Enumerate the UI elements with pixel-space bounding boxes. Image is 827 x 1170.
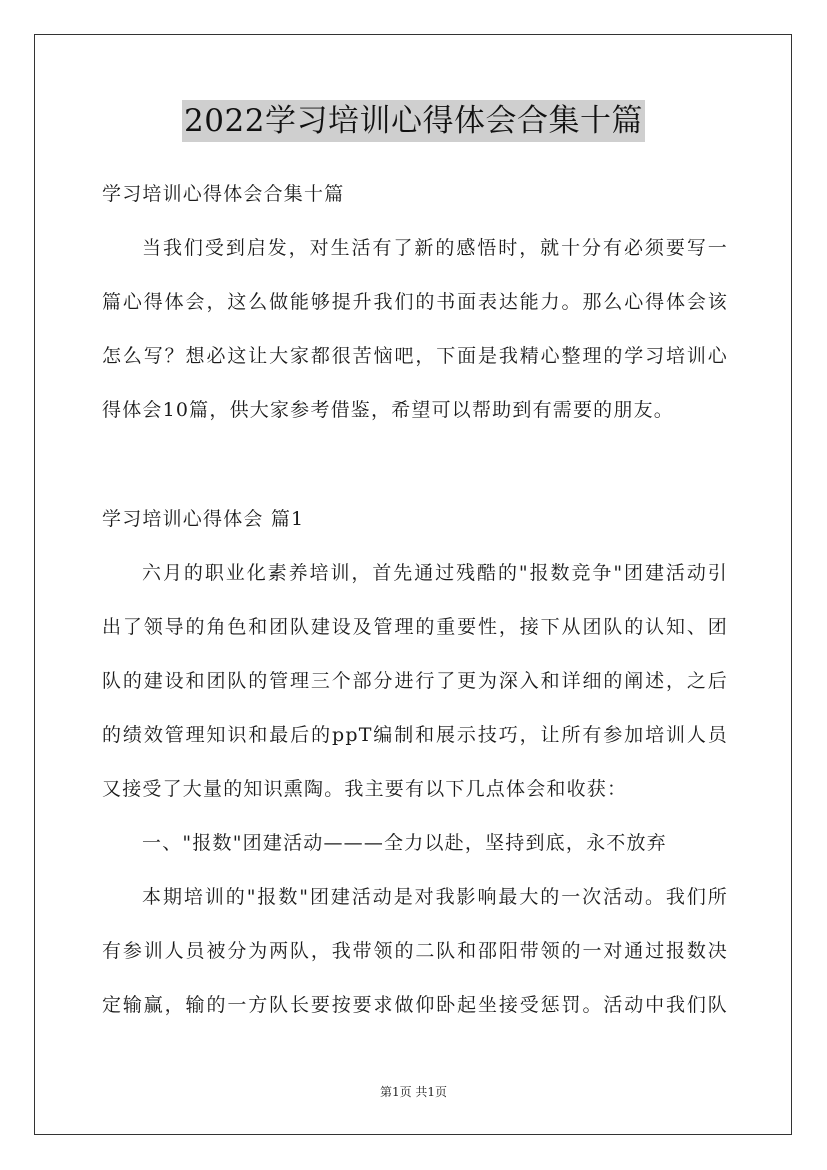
point-heading: 一、"报数"团建活动———全力以赴，坚持到底，永不放弃 — [142, 832, 667, 854]
intro-line: 篇心得体会，这么做能够提升我们的书面表达能力。那么心得体会该 — [102, 291, 728, 313]
paragraph-line: 队的建设和团队的管理三个部分进行了更为深入和详细的阐述，之后 — [102, 670, 728, 692]
paragraph-line: 六月的职业化素养培训，首先通过残酷的"报数竞争"团建活动引 — [142, 562, 728, 584]
paragraph-line: 定输赢，输的一方队长要按要求做仰卧起坐接受惩罚。活动中我们队 — [102, 994, 728, 1016]
intro-line: 怎么写？想必这让大家都很苦恼吧，下面是我精心整理的学习培训心 — [102, 345, 728, 367]
document-subtitle: 学习培训心得体会合集十篇 — [102, 183, 345, 205]
title-container — [0, 100, 827, 142]
intro-line: 当我们受到启发，对生活有了新的感悟时，就十分有必须要写一 — [142, 237, 728, 259]
paragraph-line: 本期培训的"报数"团建活动是对我影响最大的一次活动。我们所 — [142, 886, 728, 908]
page-footer: 第1页 共1页 — [379, 1085, 448, 1099]
paragraph-line: 有参训人员被分为两队，我带领的二队和邵阳带领的一对通过报数决 — [102, 940, 728, 962]
paragraph-line: 的绩效管理知识和最后的ppT编制和展示技巧，让所有参加培训人员 — [102, 724, 728, 746]
intro-line: 得体会10篇，供大家参考借鉴，希望可以帮助到有需要的朋友。 — [102, 399, 674, 421]
paragraph-line: 出了领导的角色和团队建设及管理的重要性，接下从团队的认知、团 — [102, 616, 728, 638]
document-title: 2022学习培训心得体会合集十篇 — [182, 100, 645, 142]
paragraph-line: 又接受了大量的知识熏陶。我主要有以下几点体会和收获： — [102, 778, 628, 800]
section-heading: 学习培训心得体会 篇1 — [102, 508, 305, 530]
